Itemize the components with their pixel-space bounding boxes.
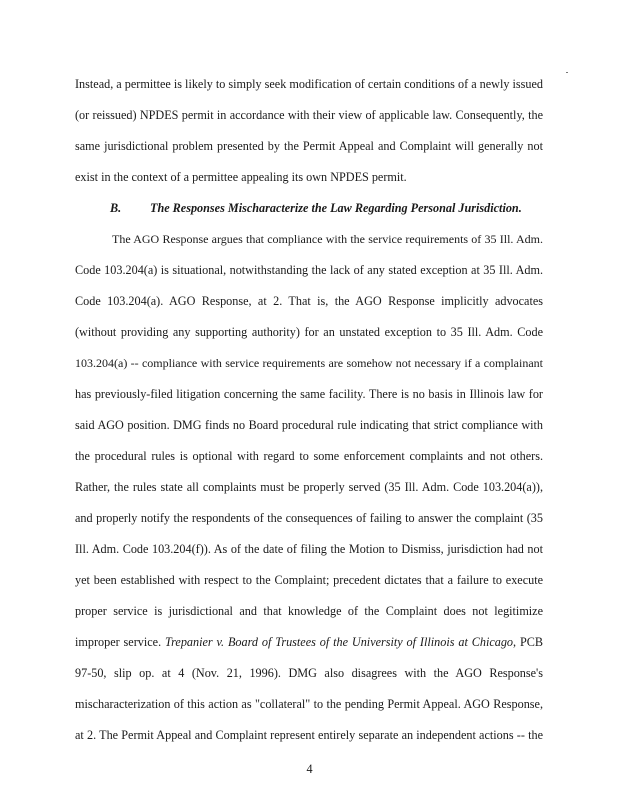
paragraph-line: at 2. The Permit Appeal and Complaint represent entirely separate an independent actions -- the — [75, 728, 543, 742]
paragraph-line: Code 103.204(a). AGO Response, at 2. That is, the AGO Response implicitly advocates — [75, 294, 543, 308]
paragraph-line: Instead, a permittee is likely to simply seek modification of certain conditions of a newly issued — [75, 77, 543, 91]
paragraph-line: has previously-filed litigation concerning the same facility. There is no basis in Illinois law for — [75, 387, 543, 401]
paragraph-line: mischaracterization of this action as "collateral" to the pending Permit Appeal. AGO Response, — [75, 697, 543, 711]
paragraph-line: exist in the context of a permittee appealing its own NPDES permit. — [75, 170, 407, 184]
page-number: 4 — [306, 762, 313, 776]
citation-tail-text: , PCB — [513, 635, 544, 649]
paragraph-line: (or reissued) NPDES permit in accordance with their view of applicable law. Consequently, the — [75, 108, 543, 122]
paragraph-line: Rather, the rules state all complaints must be properly served (35 Ill. Adm. Code 103.204(a)), — [75, 480, 543, 494]
paragraph-line: proper service is jurisdictional and that knowledge of the Complaint does not legitimize — [75, 604, 543, 618]
paragraph-line: the procedural rules is optional with regard to some enforcement complaints and not others. — [75, 449, 543, 463]
section-letter: B. — [110, 201, 122, 215]
paragraph-line: The AGO Response argues that compliance with the service requirements of 35 Ill. Adm. — [112, 232, 543, 246]
paragraph-line: yet been established with respect to the Complaint; precedent dictates that a failure to execute — [75, 573, 543, 587]
paragraph-line: Ill. Adm. Code 103.204(f)). As of the date of filing the Motion to Dismiss, jurisdiction had not — [75, 542, 543, 556]
section-heading — [110, 201, 522, 216]
paragraph-line: 97-50, slip op. at 4 (Nov. 21, 1996). DMG also disagrees with the AGO Response's — [75, 666, 543, 680]
paragraph-line: same jurisdictional problem presented by the Permit Appeal and Complaint will generally not — [75, 139, 543, 153]
paragraph-line: and properly notify the respondents of the consequences of failing to answer the complaint (35 — [75, 511, 543, 525]
scan-speck — [566, 72, 568, 73]
paragraph-line: said AGO position. DMG finds no Board procedural rule indicating that strict compliance with — [75, 418, 543, 432]
case-name-citation: Trepanier v. Board of Trustees of the University of Illinois at Chicago — [165, 635, 514, 649]
paragraph-line: (without providing any supporting authority) for an unstated exception to 35 Ill. Adm. Code — [75, 325, 543, 339]
paragraph-line-citation — [75, 635, 543, 650]
section-title: The Responses Mischaracterize the Law Regarding Personal Jurisdiction. — [150, 201, 522, 215]
paragraph-line: 103.204(a) -- compliance with service requirements are somehow not necessary if a complainant — [75, 356, 543, 370]
citation-lead-text: improper service. — [75, 635, 166, 649]
paragraph-line: Code 103.204(a) is situational, notwithstanding the lack of any stated exception at 35 Ill. Adm. — [75, 263, 543, 277]
